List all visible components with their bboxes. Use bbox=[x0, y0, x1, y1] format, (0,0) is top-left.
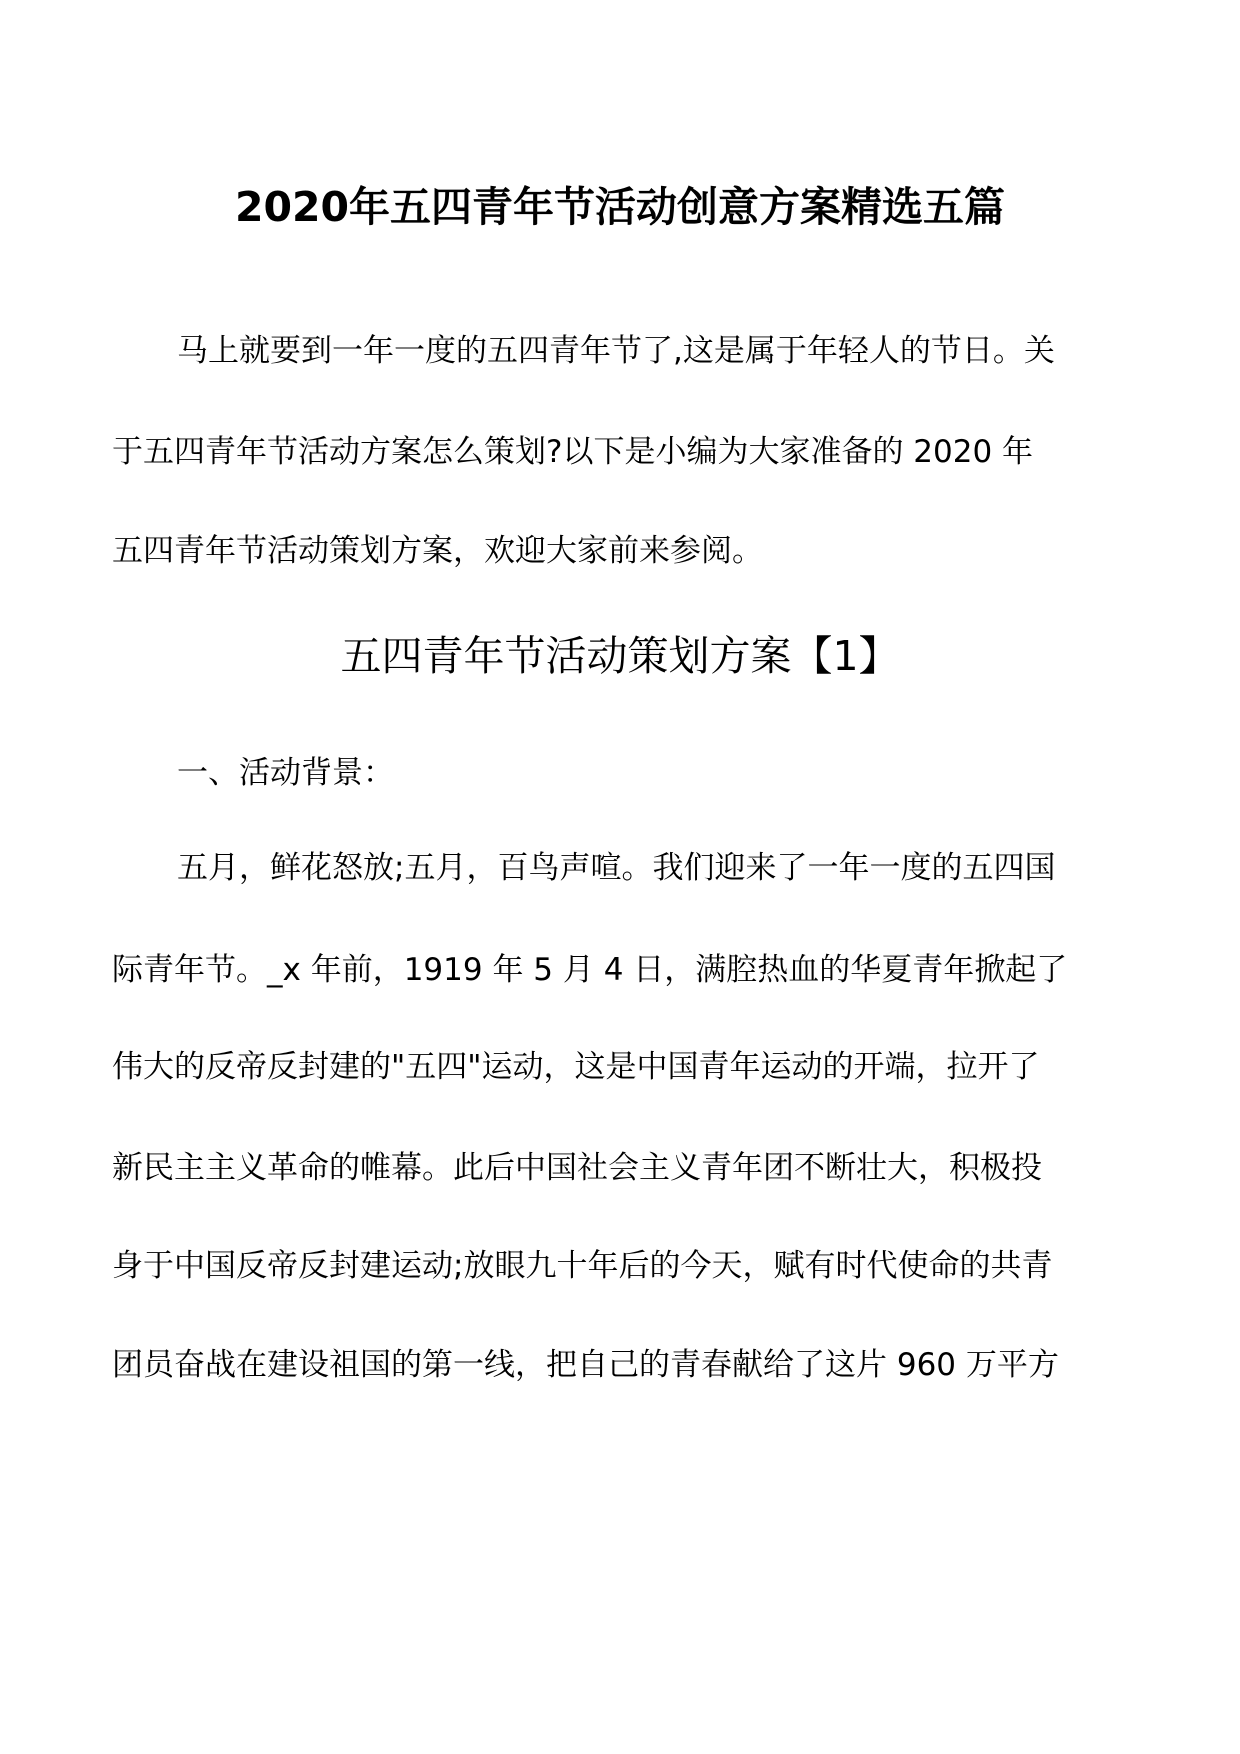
section-heading: 一、活动背景： bbox=[177, 755, 394, 791]
body-line-1: 五月，鲜花怒放;五月，百鸟声喧。我们迎来了一年一度的五四国 bbox=[177, 850, 1056, 886]
body-line-4: 新民主主义革命的帷幕。此后中国社会主义青年团不断壮大，积极投 bbox=[112, 1150, 1042, 1186]
body-line-5: 身于中国反帝反封建运动;放眼九十年后的今天，赋有时代使命的共青 bbox=[112, 1248, 1053, 1284]
body-line-3: 伟大的反帝反封建的"五四"运动，这是中国青年运动的开端，拉开了 bbox=[112, 1049, 1040, 1085]
intro-line-1: 马上就要到一年一度的五四青年节了,这是属于年轻人的节日。关 bbox=[177, 333, 1055, 369]
section-title: 五四青年节活动策划方案【1】 bbox=[340, 632, 900, 680]
body-line-6: 团员奋战在建设祖国的第一线，把自己的青春献给了这片 960 万平方 bbox=[112, 1347, 1059, 1383]
intro-line-3: 五四青年节活动策划方案，欢迎大家前来参阅。 bbox=[112, 533, 763, 569]
body-line-2: 际青年节。_x 年前，1919 年 5 月 4 日，满腔热血的华夏青年掀起了 bbox=[112, 952, 1068, 988]
document-title: 2020年五四青年节活动创意方案精选五篇 bbox=[234, 183, 1006, 231]
intro-line-2: 于五四青年节活动方案怎么策划?以下是小编为大家准备的 2020 年 bbox=[112, 434, 1034, 470]
